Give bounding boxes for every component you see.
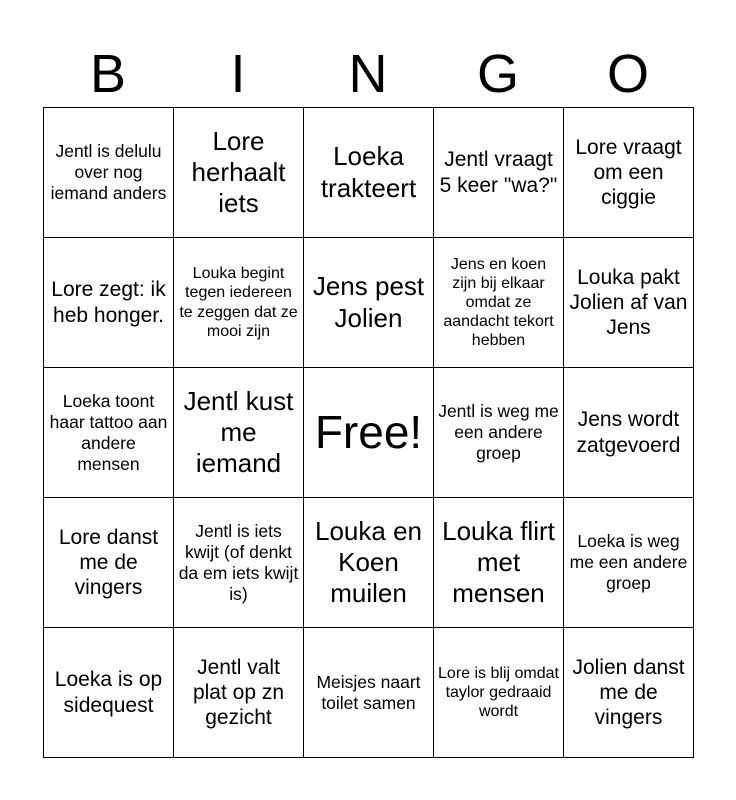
cell-text: Jentl is iets kwijt (of denkt da em iets kwijt is): [178, 520, 299, 604]
cell-text: Louka en Koen muilen: [315, 515, 422, 609]
header-letter-o: O: [606, 44, 649, 104]
bingo-cell-r2c5[interactable]: [563, 237, 694, 368]
cell-text: Lore herhaalt iets: [191, 125, 286, 219]
cell-text: Loeka trakteert: [320, 141, 417, 203]
bingo-cell-r3c5[interactable]: [563, 367, 694, 498]
cell-text: Jentl valt plat op zn gezicht: [192, 655, 285, 730]
bingo-cell-r2c4[interactable]: [433, 237, 564, 368]
bingo-cell-free[interactable]: [303, 367, 434, 498]
cell-text: Louka pakt Jolien af van Jens: [569, 265, 688, 340]
bingo-cell-r5c5[interactable]: [563, 627, 694, 758]
cell-text: Loeka is weg me een andere groep: [569, 531, 688, 593]
bingo-cell-r1c1[interactable]: [43, 107, 174, 238]
cell-text: Lore vraagt om een ciggie: [575, 135, 682, 210]
cell-text: Jentl is delulu over nog iemand anders: [50, 141, 167, 203]
bingo-header: [43, 40, 693, 108]
cell-text: Jentl vraagt 5 keer "wa?": [439, 148, 558, 197]
bingo-cell-r1c2[interactable]: [173, 107, 304, 238]
bingo-cell-r4c1[interactable]: [43, 497, 174, 628]
bingo-cell-r2c2[interactable]: [173, 237, 304, 368]
cell-text: Meisjes naart toilet samen: [316, 671, 421, 713]
cell-text: Jens en koen zijn bij elkaar omdat ze aandacht tekort hebben: [443, 255, 554, 350]
bingo-cell-r2c3[interactable]: [303, 237, 434, 368]
bingo-cell-r4c5[interactable]: [563, 497, 694, 628]
bingo-cell-r4c4[interactable]: [433, 497, 564, 628]
header-letter-i: I: [230, 44, 246, 104]
header-letter-b: B: [89, 44, 127, 104]
cell-text: Louka begint tegen iedereen te zeggen dat ze mooi zijn: [179, 265, 298, 340]
cell-text: Jolien danst me de vingers: [572, 655, 685, 730]
bingo-cell-r5c1[interactable]: [43, 627, 174, 758]
bingo-board: [43, 107, 693, 757]
cell-text: Loeka toont haar tattoo aan andere mensen: [49, 390, 168, 474]
bingo-cell-r3c1[interactable]: [43, 367, 174, 498]
cell-text: Lore danst me de vingers: [58, 525, 159, 600]
cell-text: Jentl kust me iemand: [183, 385, 294, 479]
bingo-cell-r1c3[interactable]: [303, 107, 434, 238]
bingo-cell-r1c5[interactable]: [563, 107, 694, 238]
cell-text: Loeka is op sidequest: [54, 668, 163, 717]
bingo-cell-r3c4[interactable]: [433, 367, 564, 498]
cell-text: Jens wordt zatgevoerd: [576, 408, 681, 457]
cell-text: Lore zegt: ik heb honger.: [51, 278, 166, 327]
header-letter-n: N: [348, 44, 388, 104]
bingo-cell-r4c2[interactable]: [173, 497, 304, 628]
bingo-cell-r3c2[interactable]: [173, 367, 304, 498]
header-letter-g: G: [476, 44, 519, 104]
cell-text: Lore is blij omdat taylor gedraaid wordt: [438, 664, 559, 721]
bingo-cell-r2c1[interactable]: [43, 237, 174, 368]
bingo-cell-r5c3[interactable]: [303, 627, 434, 758]
cell-text: Louka flirt met mensen: [442, 515, 555, 609]
bingo-cell-r5c4[interactable]: [433, 627, 564, 758]
free-space-text: Free!: [314, 405, 423, 458]
cell-text: Jens pest Jolien: [312, 271, 425, 333]
bingo-cell-r1c4[interactable]: [433, 107, 564, 238]
bingo-cell-r4c3[interactable]: [303, 497, 434, 628]
cell-text: Jentl is weg me een andere groep: [438, 401, 559, 463]
bingo-cell-r5c2[interactable]: [173, 627, 304, 758]
